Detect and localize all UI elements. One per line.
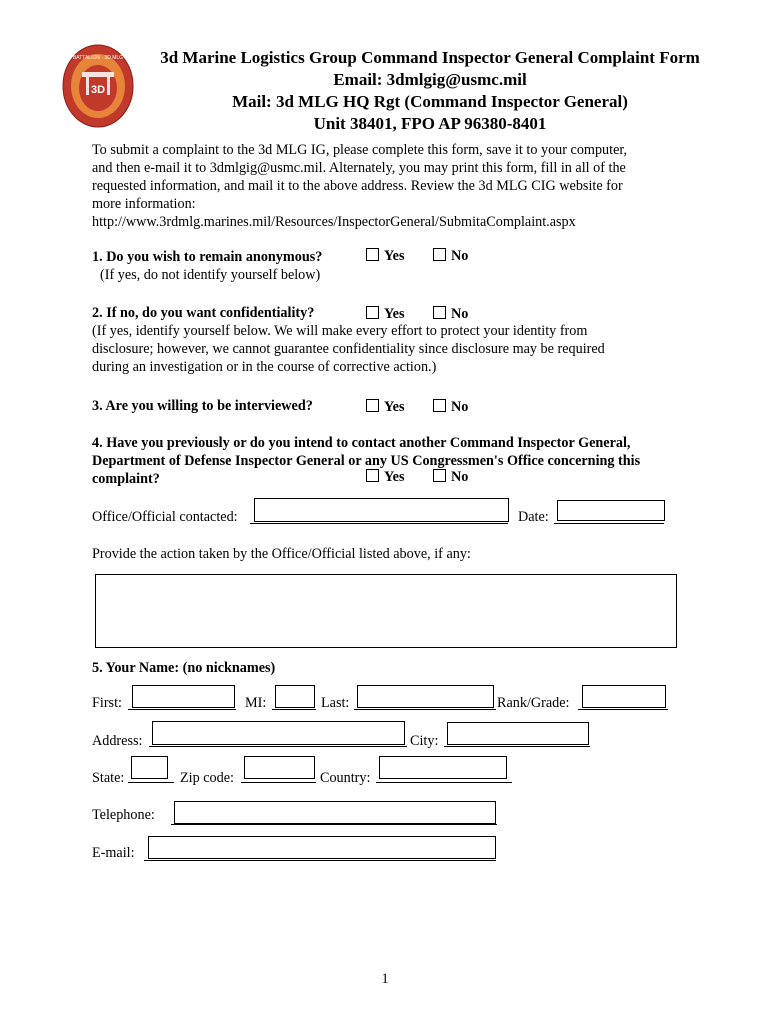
date-underline [554, 523, 664, 524]
q3-no-checkbox[interactable] [433, 399, 446, 412]
first-underline [128, 709, 236, 710]
q2-note-line: (If yes, identify yourself below. We will make every effort to protect your identity from [92, 323, 588, 339]
q3-yes-label: Yes [384, 399, 405, 415]
office-contacted-input[interactable] [254, 498, 509, 522]
q4-no-label: No [451, 469, 469, 485]
rank-underline [578, 709, 668, 710]
mi-underline [272, 709, 316, 710]
telephone-input[interactable] [174, 801, 496, 824]
q2-note-line: disclosure; however, we cannot guarantee confidentiality since disclosure may be required [92, 341, 605, 357]
q2-yes-checkbox[interactable] [366, 306, 379, 319]
q2-question: 2. If no, do you want confidentiality? [92, 305, 315, 321]
date-input[interactable] [557, 500, 665, 521]
q2-no-label: No [451, 306, 469, 322]
q5-heading: 5. Your Name: (no nicknames) [92, 660, 276, 676]
rank-grade-input[interactable] [582, 685, 666, 708]
date-label: Date: [518, 509, 549, 525]
first-name-input[interactable] [132, 685, 235, 708]
state-underline [128, 782, 174, 783]
q1-yes-checkbox[interactable] [366, 248, 379, 261]
city-input[interactable] [447, 722, 589, 745]
telephone-underline [171, 824, 497, 825]
intro-paragraph [92, 141, 712, 231]
q4-yes-checkbox[interactable] [366, 469, 379, 482]
office-underline [250, 523, 508, 524]
last-underline [354, 709, 496, 710]
q4-line: complaint? [92, 471, 160, 487]
q3-no-label: No [451, 399, 469, 415]
seal-graphic [62, 44, 134, 129]
q4-yes-option[interactable] [366, 468, 405, 486]
header-unit: Unit 38401, FPO AP 96380-8401 [313, 114, 547, 133]
q2-yes-option[interactable] [366, 305, 405, 323]
q4-yes-label: Yes [384, 469, 405, 485]
q2-note [92, 322, 712, 376]
q1-yes-label: Yes [384, 248, 405, 264]
command-seal [62, 44, 134, 129]
q4-line: Department of Defense Inspector General or any US Congressmen's Office concerning this [92, 453, 641, 469]
header-mail: Mail: 3d MLG HQ Rgt (Command Inspector General) [232, 92, 628, 111]
q3-yes-option[interactable] [366, 398, 405, 416]
q1-note: (If yes, do not identify yourself below) [100, 267, 321, 283]
q1-no-label: No [451, 248, 469, 264]
rank-grade-label: Rank/Grade: [497, 695, 570, 711]
intro-url[interactable]: http://www.3rdmlg.marines.mil/Resources/InspectorGeneral/SubmitaComplaint.aspx [92, 214, 576, 230]
q2-yes-label: Yes [384, 306, 405, 322]
intro-line: more information: [92, 196, 196, 212]
telephone-label: Telephone: [92, 807, 155, 823]
country-underline [376, 782, 512, 783]
form-title: 3d Marine Logistics Group Command Inspector General Complaint Form [160, 48, 700, 67]
action-taken-label: Provide the action taken by the Office/Official listed above, if any: [92, 546, 471, 562]
email-label: E-mail: [92, 845, 135, 861]
address-underline [149, 746, 407, 747]
zip-underline [241, 782, 316, 783]
email-underline [144, 860, 496, 861]
seal-center-text: 3D [90, 84, 106, 96]
intro-line: To submit a complaint to the 3d MLG IG, please complete this form, save it to your computer, [92, 142, 628, 158]
state-input[interactable] [131, 756, 168, 779]
office-contacted-label: Office/Official contacted: [92, 509, 238, 525]
page-number: 1 [381, 971, 389, 987]
city-underline [444, 746, 590, 747]
q4-no-checkbox[interactable] [433, 469, 446, 482]
q1-question: 1. Do you wish to remain anonymous? [92, 249, 323, 265]
header-email: Email: 3dmlgig@usmc.mil [333, 70, 527, 89]
address-label: Address: [92, 733, 143, 749]
intro-line: and then e-mail it to 3dmlgig@usmc.mil. Alternately, you may print this form, fill in all of the [92, 160, 626, 176]
action-taken-textarea[interactable] [95, 574, 677, 648]
q4-no-option[interactable] [433, 468, 468, 486]
address-input[interactable] [152, 721, 405, 745]
q1-no-option[interactable] [433, 247, 468, 265]
mi-label: MI: [245, 695, 267, 711]
intro-line: requested information, and mail it to the above address. Review the 3d MLG CIG website for [92, 178, 623, 194]
country-input[interactable] [379, 756, 507, 779]
last-name-input[interactable] [357, 685, 494, 708]
last-name-label: Last: [321, 695, 350, 711]
city-label: City: [410, 733, 439, 749]
q4-line: 4. Have you previously or do you intend to contact another Command Inspector General, [92, 435, 631, 451]
q2-note-line: during an investigation or in the course of corrective action.) [92, 359, 437, 375]
q3-no-option[interactable] [433, 398, 468, 416]
zip-code-input[interactable] [244, 756, 315, 779]
zip-code-label: Zip code: [180, 770, 234, 786]
seal-top-text: BATTALION · 3D MLG [72, 55, 124, 61]
email-input[interactable] [148, 836, 496, 859]
country-label: Country: [320, 770, 371, 786]
mi-input[interactable] [275, 685, 315, 708]
q3-yes-checkbox[interactable] [366, 399, 379, 412]
q2-no-option[interactable] [433, 305, 468, 323]
first-name-label: First: [92, 695, 122, 711]
q1-yes-option[interactable] [366, 247, 405, 265]
q2-no-checkbox[interactable] [433, 306, 446, 319]
state-label: State: [92, 770, 125, 786]
q1-no-checkbox[interactable] [433, 248, 446, 261]
q3-question: 3. Are you willing to be interviewed? [92, 398, 313, 414]
